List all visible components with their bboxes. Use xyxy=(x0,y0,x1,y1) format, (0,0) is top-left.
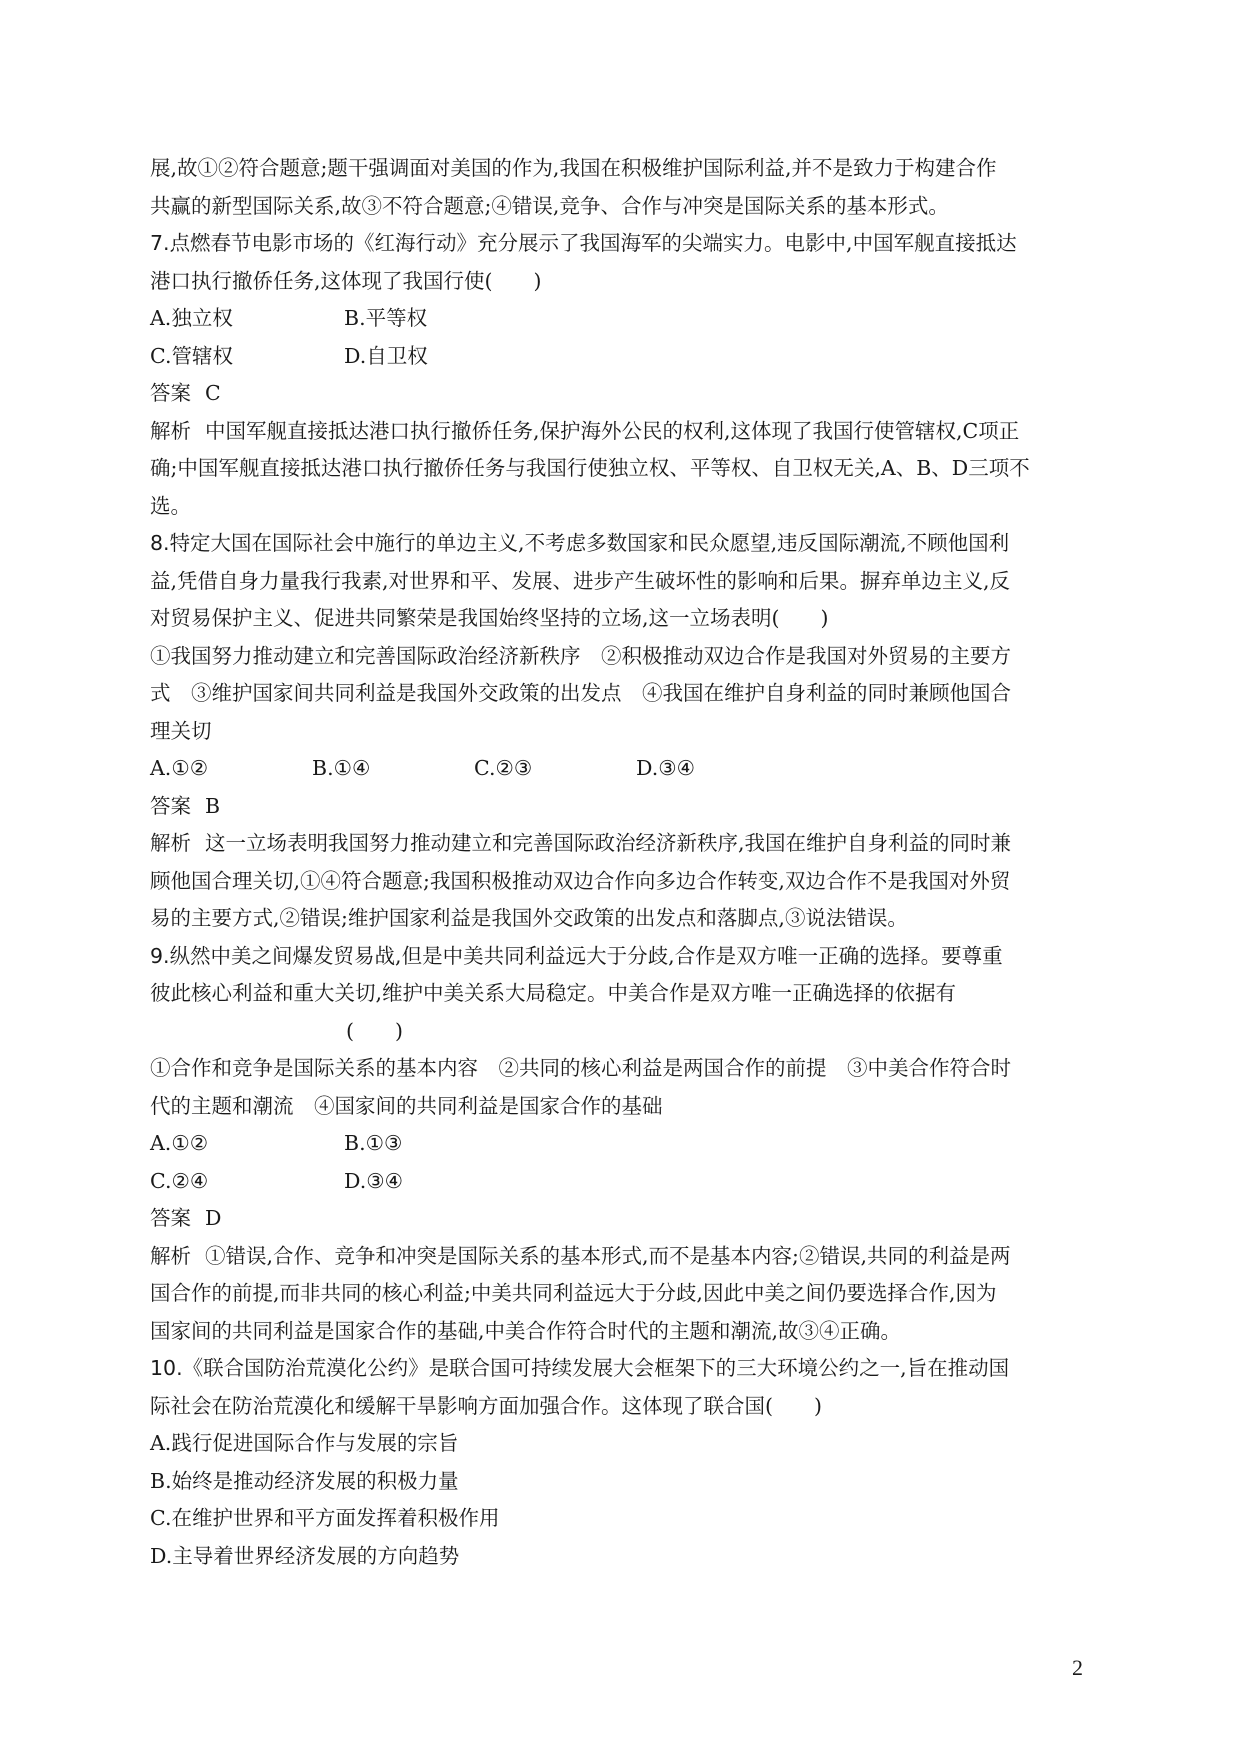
question-9-analysis-line: 国家间的共同利益是国家合作的基础,中美合作符合时代的主题和潮流,故③④正确。 xyxy=(150,1318,902,1343)
question-7-options-row xyxy=(150,300,1090,338)
question-number: 10. xyxy=(150,1356,183,1380)
question-9-statements: 代的主题和潮流 ④国家间的共同利益是国家合作的基础 xyxy=(150,1093,663,1118)
question-number: 9. xyxy=(150,943,170,968)
question-8-analysis-line: 顾他国合理关切,①④符合题意;我国积极推动双边合作向多边合作转变,双边合作不是我国对外贸 xyxy=(150,868,1011,893)
continuation-line: 共赢的新型国际关系,故③不符合题意;④错误,竞争、合作与冲突是国际关系的基本形式。 xyxy=(150,193,949,218)
option-d: D.主导着世界经济发展的方向趋势 xyxy=(150,1543,460,1568)
question-7-stem-line: 港口执行撤侨任务,这体现了我国行使( ) xyxy=(150,268,542,293)
option-b: B.始终是推动经济发展的积极力量 xyxy=(150,1468,459,1493)
option-d: D.自卫权 xyxy=(344,343,428,368)
question-number: 7. xyxy=(150,231,170,255)
option-d: D.③④ xyxy=(344,1168,403,1193)
question-7-stem: 7.点燃春节电影市场的《红海行动》充分展示了我国海军的尖端实力。电影中,中国军舰直接抵达 xyxy=(150,231,1017,255)
continuation-line: 展,故①②符合题意;题干强调面对美国的作为,我国在积极维护国际利益,并不是致力于构建合作 xyxy=(150,156,997,180)
question-8-stem: 8.特定大国在国际社会中施行的单边主义,不考虑多数国家和民众愿望,违反国际潮流,不顾他国利 xyxy=(150,531,1010,555)
question-9-stem-line: 彼此核心利益和重大关切,维护中美关系大局稳定。中美合作是双方唯一正确选择的依据有 xyxy=(150,981,957,1005)
option-a: A.①② xyxy=(150,756,209,780)
option-b: B.平等权 xyxy=(344,306,428,330)
question-9-analysis-line: 国合作的前提,而非共同的核心利益;中美共同利益远大于分歧,因此中美之间仍要选择合作,因为 xyxy=(150,1281,997,1305)
question-8-stem-line: 对贸易保护主义、促进共同繁荣是我国始终坚持的立场,这一立场表明( ) xyxy=(150,606,829,630)
option-c: C.管辖权 xyxy=(150,343,233,368)
option-a: A.①② xyxy=(150,1131,209,1155)
question-10-stem-line: 际社会在防治荒漠化和缓解干旱影响方面加强合作。这体现了联合国( ) xyxy=(150,1393,822,1418)
question-8-statements: 式 ③维护国家间共同利益是我国外交政策的出发点 ④我国在维护自身利益的同时兼顾他国合 xyxy=(150,681,1011,705)
question-8-analysis-line: 易的主要方式,②错误;维护国家利益是我国外交政策的出发点和落脚点,③说法错误。 xyxy=(150,906,908,930)
question-8-statements: 理关切 xyxy=(150,718,212,743)
option-c: C.②④ xyxy=(150,1168,209,1193)
question-9-options-row xyxy=(150,1125,1090,1163)
question-9-statements: ①合作和竞争是国际关系的基本内容 ②共同的核心利益是两国合作的前提 ③中美合作符合时 xyxy=(150,1056,1011,1080)
question-10-stem: 10.《联合国防治荒漠化公约》是联合国可持续发展大会框架下的三大环境公约之一,旨在推动国 xyxy=(150,1356,1010,1380)
question-number: 8. xyxy=(150,531,170,555)
question-8-statements: ①我国努力推动建立和完善国际政治经济新秩序 ②积极推动双边合作是我国对外贸易的主要方 xyxy=(150,643,1011,668)
question-7-analysis-line: 选。 xyxy=(150,493,191,518)
option-b: B.①④ xyxy=(312,756,371,780)
question-8-analysis: 解析 这一立场表明我国努力推动建立和完善国际政治经济新秩序,我国在维护自身利益的同时兼 xyxy=(150,831,1012,855)
document-page xyxy=(150,150,1090,1575)
option-a: A.践行促进国际合作与发展的宗旨 xyxy=(150,1431,459,1455)
question-8-stem-line: 益,凭借自身力量我行我素,对世界和平、发展、进步产生破坏性的影响和后果。摒弃单边主义,反 xyxy=(150,568,1011,593)
question-7-analysis-line: 确;中国军舰直接抵达港口执行撤侨任务与我国行使独立权、平等权、自卫权无关,A、B、D三项不 xyxy=(150,456,1030,480)
option-c: C.②③ xyxy=(474,756,533,780)
question-9-answer: 答案 D xyxy=(150,1206,222,1230)
question-7-options-row xyxy=(150,338,1090,376)
question-7-analysis: 解析 中国军舰直接抵达港口执行撤侨任务,保护海外公民的权利,这体现了我国行使管辖权,C项正 xyxy=(150,418,1020,443)
option-c: C.在维护世界和平方面发挥着积极作用 xyxy=(150,1506,500,1530)
question-9-stem: 9.纵然中美之间爆发贸易战,但是中美共同利益远大于分歧,合作是双方唯一正确的选择。要尊重 xyxy=(150,943,1003,968)
option-a: A.独立权 xyxy=(150,306,233,330)
question-8-answer: 答案 B xyxy=(150,793,221,818)
question-7-answer: 答案 C xyxy=(150,381,221,405)
question-8-options-row xyxy=(150,750,1090,788)
question-9-options-row xyxy=(150,1163,1090,1201)
page-number: 2 xyxy=(1072,1655,1083,1680)
option-b: B.①③ xyxy=(344,1131,403,1155)
question-9-analysis: 解析 ①错误,合作、竞争和冲突是国际关系的基本形式,而不是基本内容;②错误,共同的利益是两 xyxy=(150,1243,1011,1268)
option-d: D.③④ xyxy=(636,756,695,780)
question-9-blank: ( ) xyxy=(346,1018,403,1043)
